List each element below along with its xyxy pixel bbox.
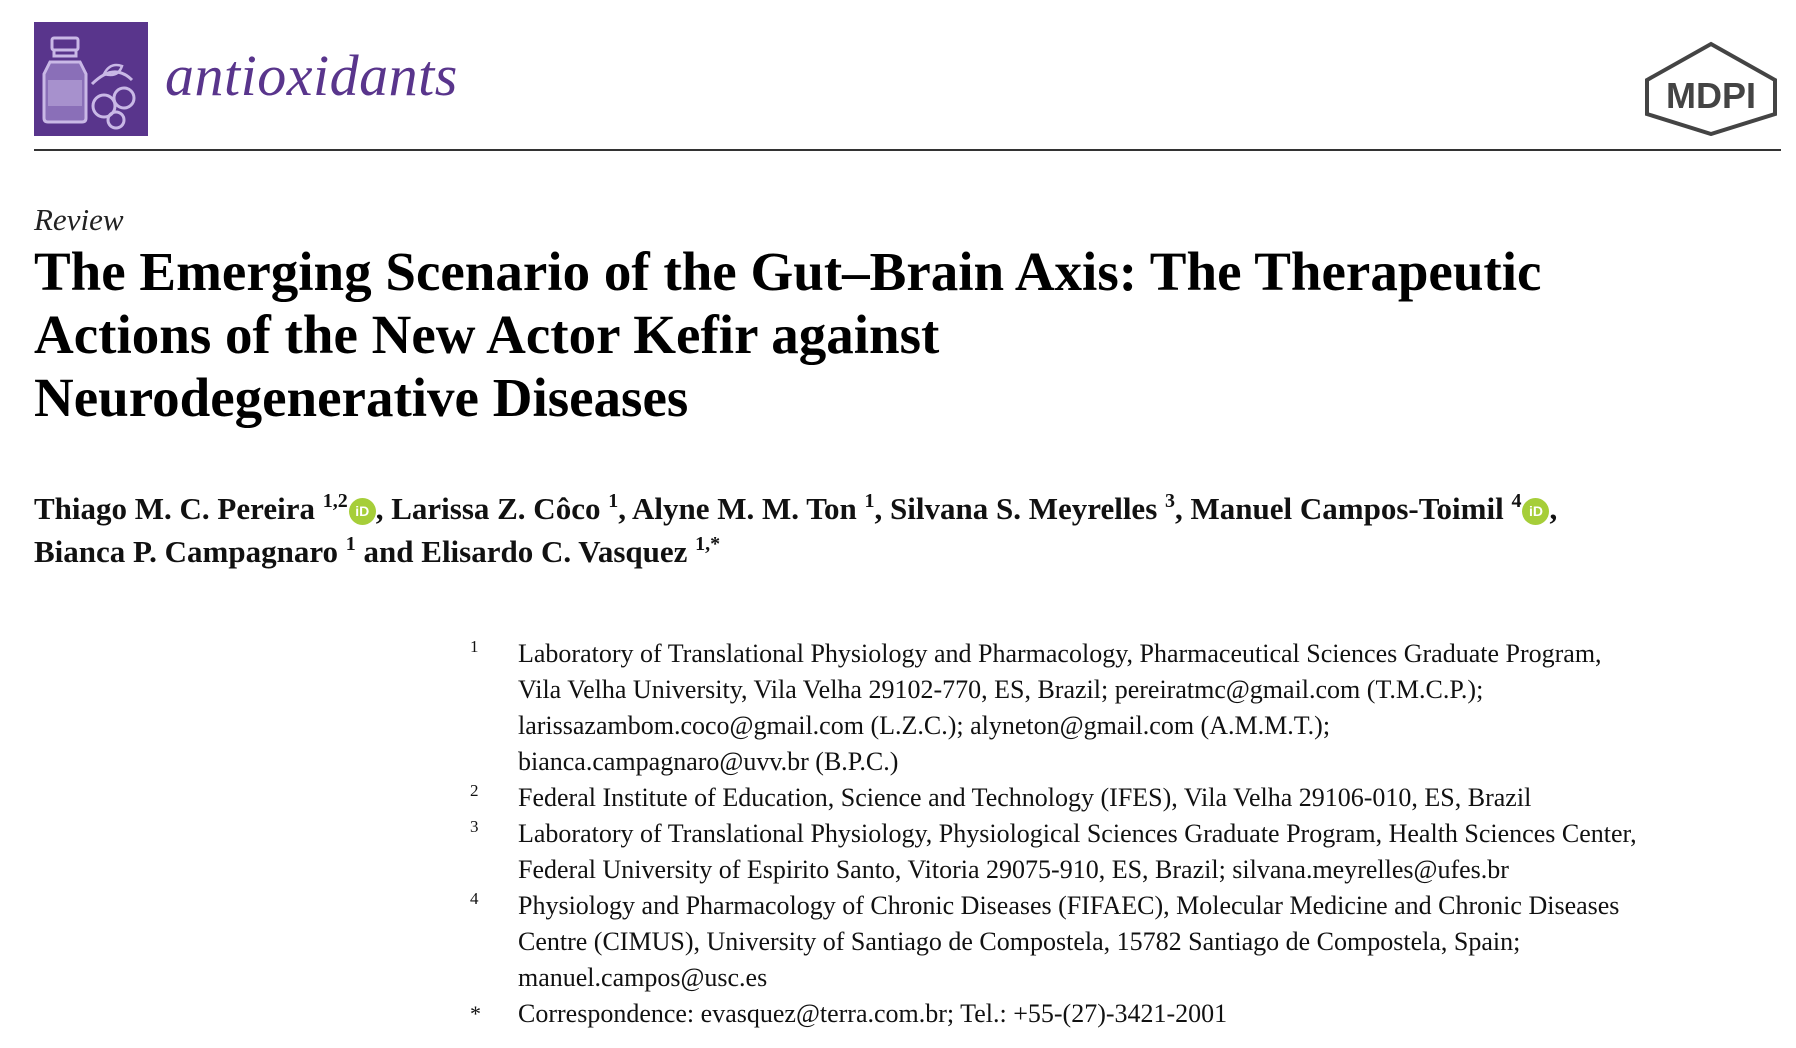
title-line: Neurodegenerative Diseases xyxy=(34,367,689,428)
orcid-icon[interactable]: iD xyxy=(1522,498,1549,525)
affiliation-item xyxy=(470,888,1790,996)
affiliation-line: Vila Velha University, Vila Velha 29102-770, ES, Brazil; pereiratmc@gmail.com (T.M.C.P.); xyxy=(518,675,1484,704)
correspondence-marker: * xyxy=(470,1001,481,1026)
author-affiliation-sup: 1 xyxy=(608,490,619,512)
affiliation-number: 3 xyxy=(470,817,479,836)
article-type: Review xyxy=(34,202,124,237)
affiliation-item xyxy=(470,816,1790,888)
mdpi-logo-text: MDPI xyxy=(1666,75,1756,116)
author-affiliation-sup: 4 xyxy=(1511,490,1522,512)
author-affiliation-sup: 1,2 xyxy=(322,490,348,512)
author-name[interactable]: Bianca P. Campagnaro xyxy=(34,534,339,569)
journal-header xyxy=(34,22,1781,150)
author-name[interactable]: Larissa Z. Côco xyxy=(391,491,601,526)
affiliation-line: larissazambom.coco@gmail.com (L.Z.C.); alyneton@gmail.com (A.M.M.T.); xyxy=(518,711,1331,740)
author-affiliation-sup: 1 xyxy=(345,533,356,555)
affiliation-item xyxy=(470,780,1790,816)
affiliation-line: manuel.campos@usc.es xyxy=(518,963,768,992)
affiliation-line: Physiology and Pharmacology of Chronic Diseases (FIFAEC), Molecular Medicine and Chronic Diseases xyxy=(518,891,1620,920)
author-name[interactable]: Thiago M. C. Pereira xyxy=(34,491,315,526)
affiliation-line: Federal University of Espirito Santo, Vitoria 29075-910, ES, Brazil; silvana.meyrelles@ufes.br xyxy=(518,855,1509,884)
title-line: The Emerging Scenario of the Gut–Brain Axis: The Therapeutic xyxy=(34,241,1542,302)
affiliation-line: Laboratory of Translational Physiology, Physiological Sciences Graduate Program, Health Sciences Center, xyxy=(518,819,1637,848)
author-name[interactable]: Manuel Campos-Toimil xyxy=(1190,491,1504,526)
title-line: Actions of the New Actor Kefir against xyxy=(34,304,940,365)
affiliation-item xyxy=(470,636,1790,780)
mdpi-logo xyxy=(1641,40,1781,136)
correspondence-line: Correspondence: evasquez@terra.com.br; Tel.: +55-(27)-3421-2001 xyxy=(518,999,1228,1028)
author-list: Thiago M. C. Pereira $^{1,2}$ iD , Larissa Z. Côco $^1$, Alyne M. M. Ton $^1$, Silvana S. Meyrelles $^3$, Manuel Campos-Toimil $^4$ iD , Bianca P. Campagnaro $^1$ and Elisardo C. Vasquez $^{1,*}$ xyxy=(34,490,1558,569)
author-affiliation-sup: 1,* xyxy=(695,533,721,555)
affiliation-number: 4 xyxy=(470,889,479,908)
affiliation-line: Laboratory of Translational Physiology and Pharmacology, Pharmaceutical Sciences Graduate Program, xyxy=(518,639,1602,668)
affiliation-line: Federal Institute of Education, Science and Technology (IFES), Vila Velha 29106-010, ES, Brazil xyxy=(518,783,1532,812)
bottle-icon xyxy=(34,22,148,136)
affiliation-line: bianca.campagnaro@uvv.br (B.P.C.) xyxy=(518,747,899,776)
author-affiliation-sup: 1 xyxy=(864,490,875,512)
article-title xyxy=(34,240,1784,429)
affiliation-list xyxy=(470,636,1790,1032)
header-rule xyxy=(34,149,1781,151)
orcid-icon[interactable]: iD xyxy=(349,498,376,525)
author-name[interactable]: Alyne M. M. Ton xyxy=(632,491,857,526)
affiliation-number: 2 xyxy=(470,781,479,800)
journal-name: antioxidants xyxy=(165,43,458,108)
author-affiliation-sup: 3 xyxy=(1165,490,1176,512)
affiliation-number: 1 xyxy=(470,637,479,656)
correspondence-item xyxy=(470,996,1790,1032)
affiliation-line: Centre (CIMUS), University of Santiago de Compostela, 15782 Santiago de Compostela, Spain; xyxy=(518,927,1521,956)
author-name[interactable]: Elisardo C. Vasquez xyxy=(421,534,688,569)
author-name[interactable]: Silvana S. Meyrelles xyxy=(890,491,1158,526)
journal-logo xyxy=(34,22,148,136)
